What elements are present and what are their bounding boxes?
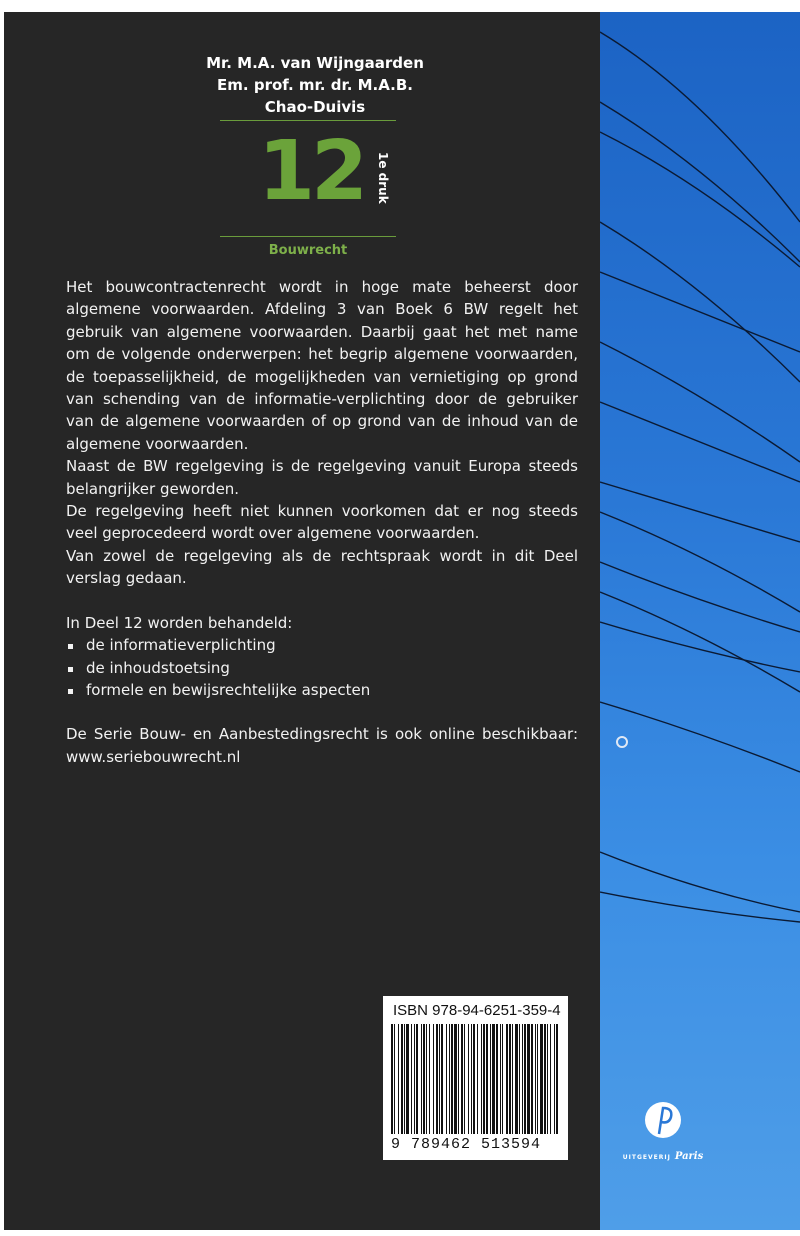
paragraph: Van zowel de regelgeving als de rechtspraak wordt in dit Deel verslag gedaan.: [66, 546, 578, 588]
volume-number: 12: [257, 124, 365, 219]
publisher-logo: [608, 1100, 718, 1163]
author-line: Chao-Duivis: [264, 98, 366, 116]
top-divider: [220, 120, 396, 121]
paragraph: Het bouwcontractenrecht wordt in hoge mate beheerst door algemene voorwaarden. Afdeling 3 van Boek 6 BW regelt het gebruik van algemene voorwaarden. Daarbij gaat het met name om de volgende onderwerpen: het begrip algemene voorwaarden, de toepasselijkheid, de mogelijkheden van vernietiging op grond van schending van de informatie-verplichting door de gebruiker van de algemene voorwaarden of op grond van de inhoud van de algemene voorwaarden.: [66, 278, 578, 453]
list-item: de informatieverplichting: [66, 634, 578, 656]
sky-power-lines-photo: [600, 12, 800, 1230]
ean-digits: 9 789462 513594: [391, 1136, 542, 1153]
bottom-divider: [220, 236, 396, 237]
paragraph: Naast de BW regelgeving is de regelgeving vanuit Europa steeds belangrijker geworden.: [66, 457, 578, 498]
publisher-prefix: UITGEVERIJ: [622, 1154, 671, 1161]
isbn-label: ISBN 978-94-6251-359-4: [393, 1002, 561, 1019]
topics-list: [66, 634, 578, 701]
series-label: Bouwrecht: [268, 243, 348, 258]
author-line: Em. prof. mr. dr. M.A.B.: [217, 76, 413, 94]
barcode-bars: [389, 1024, 561, 1136]
paragraph: De regelgeving heeft niet kunnen voorkomen dat er nog steeds veel geprocedeerd wordt over algemene voorwaarden.: [66, 502, 578, 543]
author-block: [200, 52, 430, 118]
list-item: de inhoudstoetsing: [66, 657, 578, 679]
barcode: [383, 996, 568, 1160]
list-item: formele en bewijsrechtelijke aspecten: [66, 679, 578, 701]
publisher-name: Paris: [674, 1151, 704, 1162]
publisher-emblem-icon: [641, 1100, 685, 1140]
author-line: Mr. M.A. van Wijngaarden: [206, 54, 424, 72]
online-note: De Serie Bouw- en Aanbestedingsrecht is ook online beschikbaar: www.seriebouwrecht.nl: [66, 725, 578, 766]
edition-label: 1e druk: [376, 152, 390, 204]
list-intro: In Deel 12 worden behandeld:: [66, 613, 293, 632]
description-text: [66, 276, 578, 768]
